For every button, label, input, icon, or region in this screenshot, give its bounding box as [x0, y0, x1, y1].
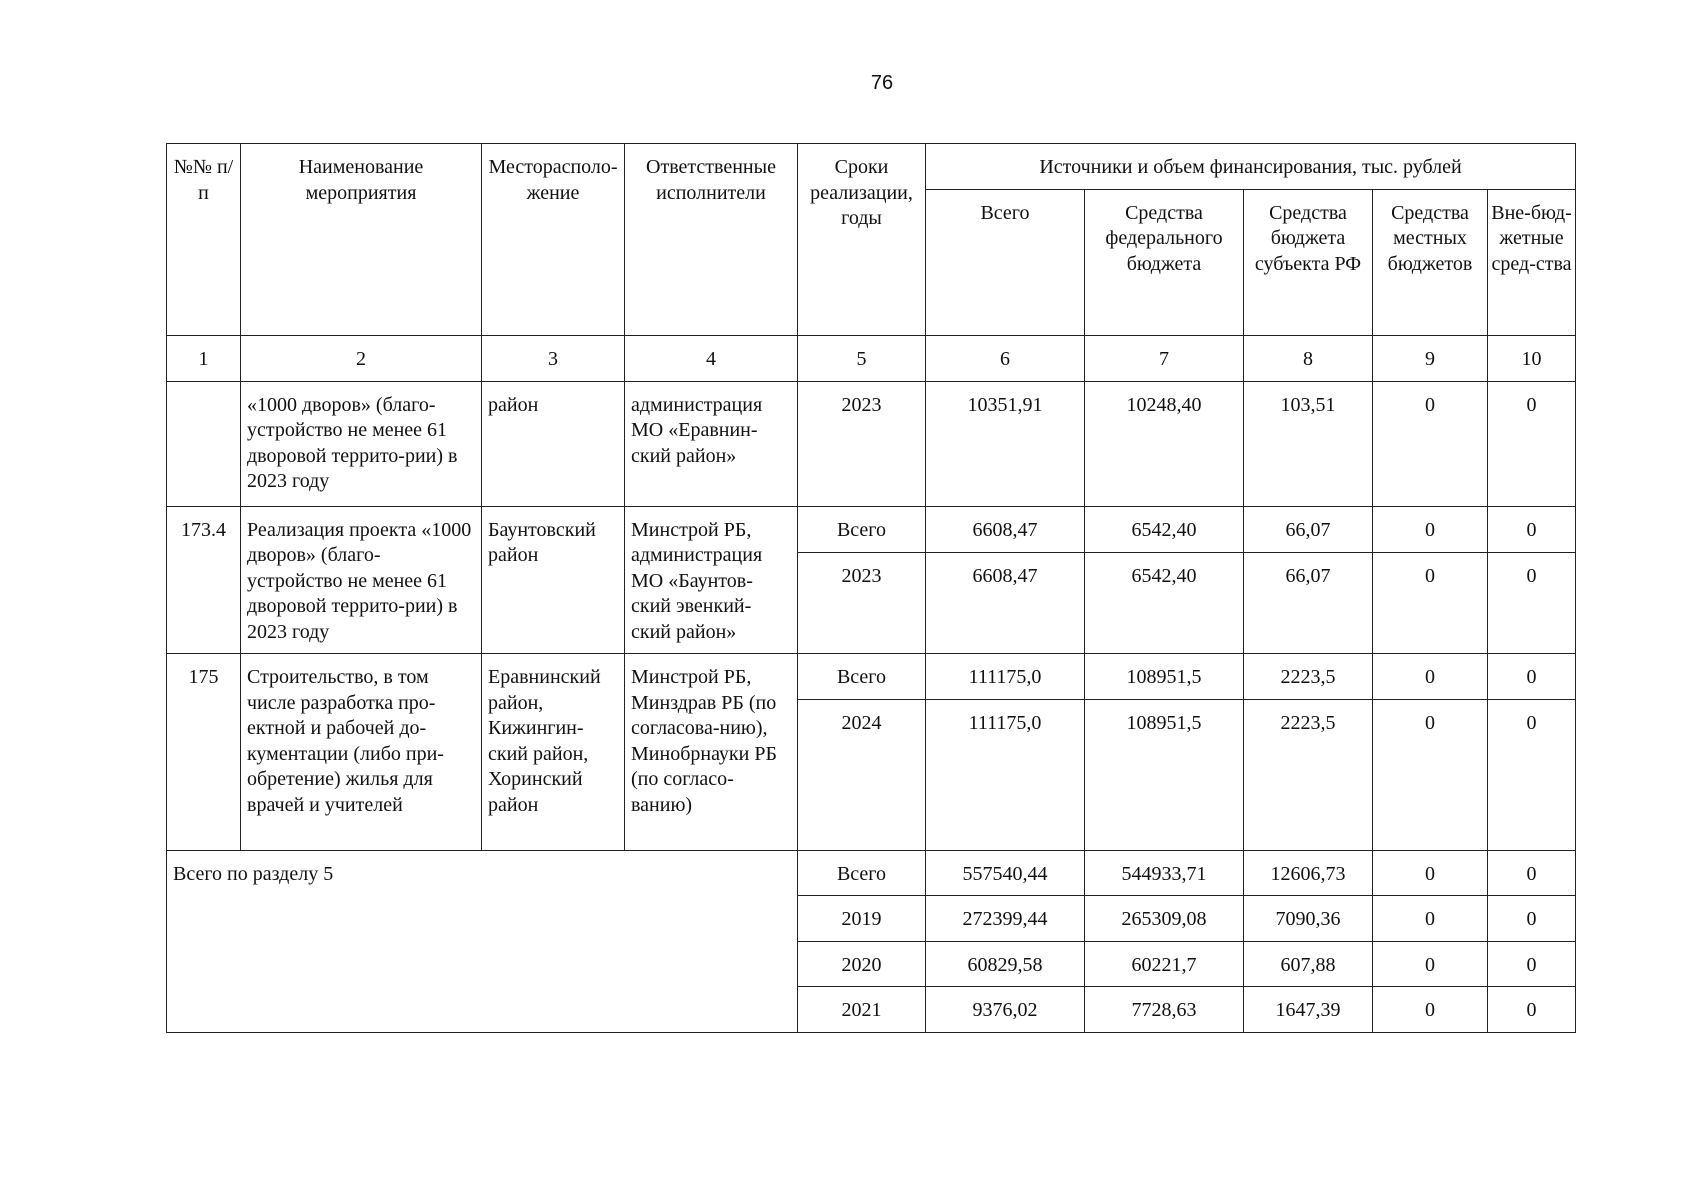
row-responsible: Минстрой РБ, администрация МО «Баунтов-ский эвенкий-ский район»	[625, 506, 798, 654]
header-row-1	[167, 144, 1576, 190]
column-number: 5	[798, 336, 926, 382]
row-federal: 6542,40	[1085, 506, 1244, 552]
row-local: 0	[1373, 506, 1488, 552]
row-responsible: администрация МО «Еравнин-ский район»	[625, 381, 798, 506]
row-period: Всего	[798, 654, 926, 700]
column-numbers-row	[167, 336, 1576, 382]
row-total: 111175,0	[926, 654, 1085, 700]
total-federal: 265309,08	[1085, 896, 1244, 942]
total-offbudget: 0	[1488, 987, 1576, 1033]
row-federal: 108951,5	[1085, 699, 1244, 850]
total-offbudget: 0	[1488, 850, 1576, 896]
row-name: Реализация проекта «1000 дворов» (благо-устройство не менее 61 дворовой террито-рии) в 2023 году	[241, 506, 482, 654]
row-regional: 2223,5	[1244, 654, 1373, 700]
header-num: №№ п/п	[167, 144, 241, 336]
row-total: 10351,91	[926, 381, 1085, 506]
row-num: 173.4	[167, 506, 241, 654]
total-regional: 7090,36	[1244, 896, 1373, 942]
row-total: 6608,47	[926, 506, 1085, 552]
row-period: 2023	[798, 381, 926, 506]
row-total: 6608,47	[926, 552, 1085, 653]
total-total: 557540,44	[926, 850, 1085, 896]
header-federal: Средства федерального бюджета	[1085, 189, 1244, 336]
total-period: 2019	[798, 896, 926, 942]
column-number: 4	[625, 336, 798, 382]
total-regional: 607,88	[1244, 941, 1373, 987]
total-local: 0	[1373, 850, 1488, 896]
row-location: Баунтовский район	[482, 506, 625, 654]
row-period: 2023	[798, 552, 926, 653]
header-offbudget: Вне-бюд-жетные сред-ства	[1488, 189, 1576, 336]
page-number: 76	[870, 72, 894, 94]
column-number: 3	[482, 336, 625, 382]
total-federal: 544933,71	[1085, 850, 1244, 896]
total-regional: 12606,73	[1244, 850, 1373, 896]
row-federal: 6542,40	[1085, 552, 1244, 653]
total-total: 272399,44	[926, 896, 1085, 942]
row-offbudget: 0	[1488, 552, 1576, 653]
row-regional: 66,07	[1244, 552, 1373, 653]
row-total: 111175,0	[926, 699, 1085, 850]
column-number: 9	[1373, 336, 1488, 382]
row-local: 0	[1373, 381, 1488, 506]
column-number: 6	[926, 336, 1085, 382]
table-row	[167, 506, 1576, 552]
table-row	[167, 381, 1576, 506]
column-number: 10	[1488, 336, 1576, 382]
total-local: 0	[1373, 941, 1488, 987]
row-location: Еравнинский район, Кижингин-ский район, Хоринский район	[482, 654, 625, 851]
header-funding-group: Источники и объем финансирования, тыс. рублей	[926, 144, 1576, 190]
row-regional: 2223,5	[1244, 699, 1373, 850]
financing-table	[166, 143, 1576, 1033]
row-responsible: Минстрой РБ, Минздрав РБ (по согласова-нию), Минобрнауки РБ (по согласо-ванию)	[625, 654, 798, 851]
header-total: Всего	[926, 189, 1085, 336]
total-offbudget: 0	[1488, 896, 1576, 942]
header-responsible: Ответственные исполнители	[625, 144, 798, 336]
total-regional: 1647,39	[1244, 987, 1373, 1033]
row-name: «1000 дворов» (благо-устройство не менее 61 дворовой террито-рии) в 2023 году	[241, 381, 482, 506]
row-num: 175	[167, 654, 241, 851]
total-period: Всего	[798, 850, 926, 896]
total-total: 60829,58	[926, 941, 1085, 987]
row-local: 0	[1373, 552, 1488, 653]
column-number: 2	[241, 336, 482, 382]
header-name: Наименование мероприятия	[241, 144, 482, 336]
row-regional: 66,07	[1244, 506, 1373, 552]
column-number: 8	[1244, 336, 1373, 382]
row-num	[167, 381, 241, 506]
row-offbudget: 0	[1488, 699, 1576, 850]
section-total-row	[167, 850, 1576, 896]
header-location: Месторасполо-жение	[482, 144, 625, 336]
column-number: 7	[1085, 336, 1244, 382]
row-federal: 10248,40	[1085, 381, 1244, 506]
total-federal: 7728,63	[1085, 987, 1244, 1033]
total-local: 0	[1373, 987, 1488, 1033]
total-period: 2020	[798, 941, 926, 987]
section-total-label: Всего по разделу 5	[167, 850, 798, 1032]
row-name: Строительство, в том числе разработка про-ектной и рабочей до-кументации (либо при-обретение) жилья для врачей и учителей	[241, 654, 482, 851]
header-regional: Средства бюджета субъекта РФ	[1244, 189, 1373, 336]
row-local: 0	[1373, 699, 1488, 850]
table-row	[167, 654, 1576, 700]
total-period: 2021	[798, 987, 926, 1033]
header-local: Средства местных бюджетов	[1373, 189, 1488, 336]
row-offbudget: 0	[1488, 506, 1576, 552]
column-number: 1	[167, 336, 241, 382]
total-total: 9376,02	[926, 987, 1085, 1033]
header-period: Сроки реализации, годы	[798, 144, 926, 336]
row-period: 2024	[798, 699, 926, 850]
row-regional: 103,51	[1244, 381, 1373, 506]
row-federal: 108951,5	[1085, 654, 1244, 700]
total-offbudget: 0	[1488, 941, 1576, 987]
row-offbudget: 0	[1488, 654, 1576, 700]
row-local: 0	[1373, 654, 1488, 700]
total-local: 0	[1373, 896, 1488, 942]
row-period: Всего	[798, 506, 926, 552]
row-offbudget: 0	[1488, 381, 1576, 506]
total-federal: 60221,7	[1085, 941, 1244, 987]
row-location: район	[482, 381, 625, 506]
